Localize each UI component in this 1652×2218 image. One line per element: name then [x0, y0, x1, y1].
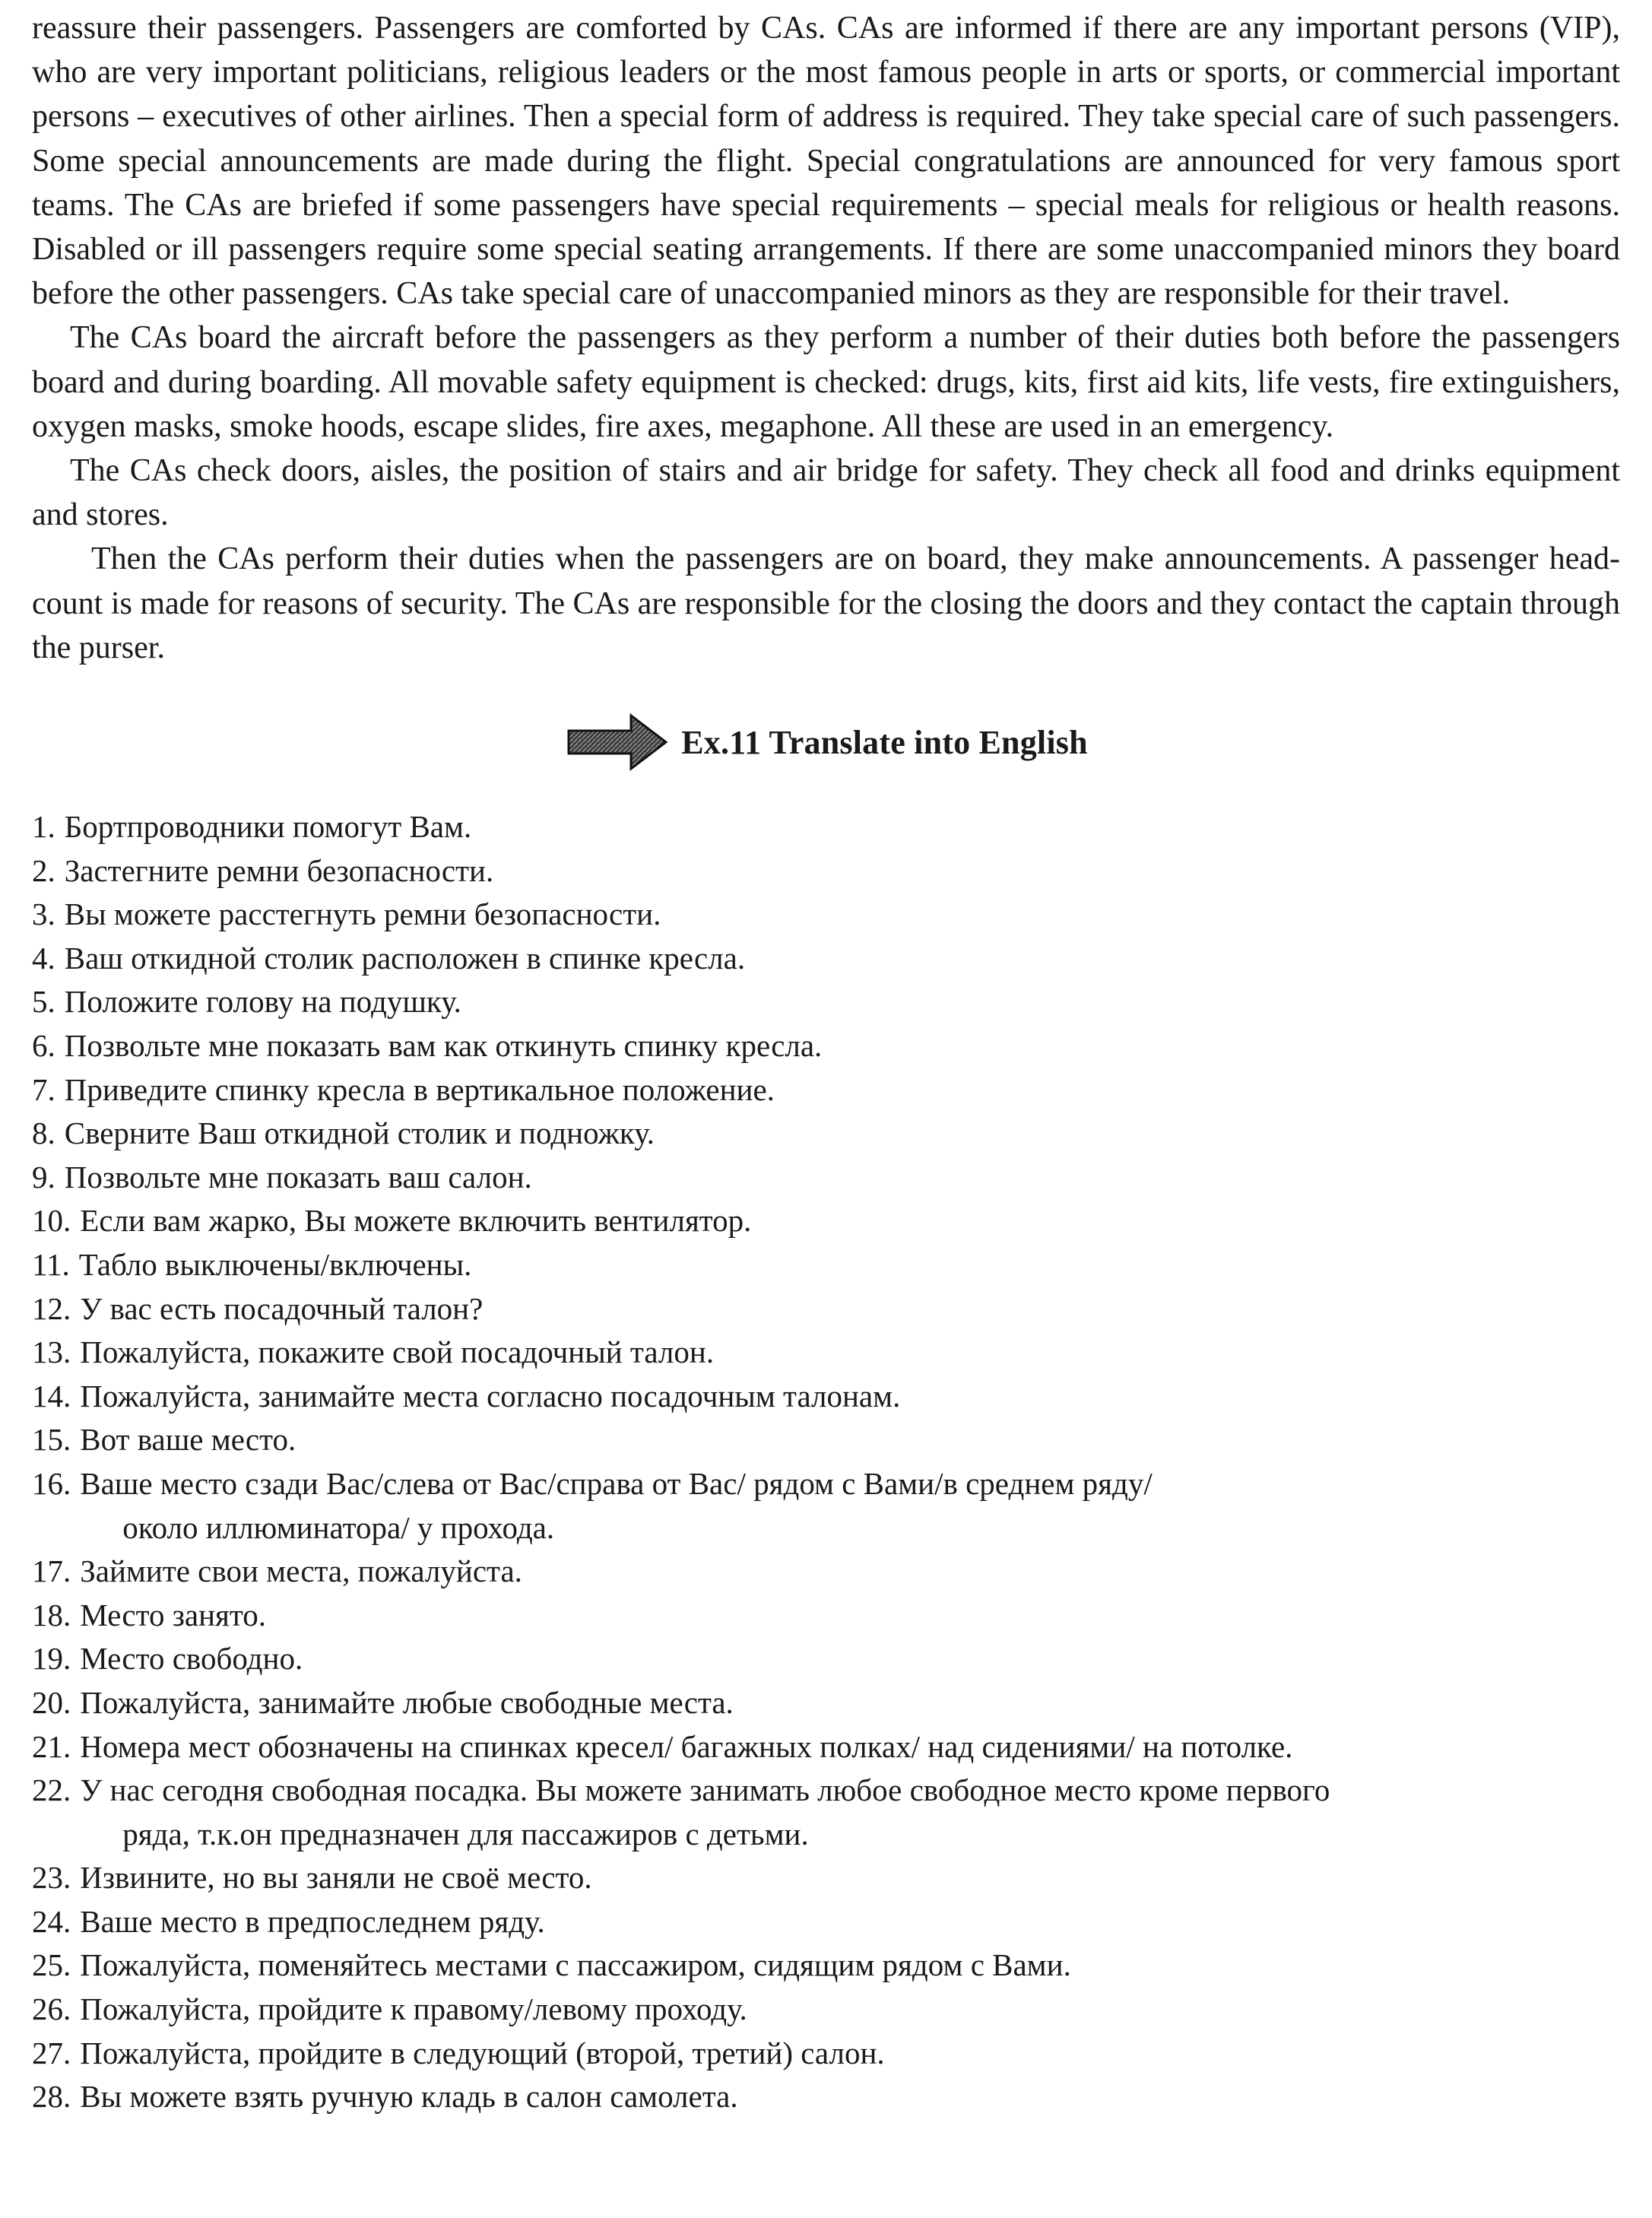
item-number: 5.	[32, 984, 55, 1020]
item-number: 16.	[32, 1465, 71, 1501]
reading-paragraph: Then the CAs perform their duties when the passengers are on board, they make announcements. A passenger head-count is made for reasons of security. The CAs are responsible for the closing the doors and they contact the captain through the purser.	[32, 541, 1620, 665]
item-number: 8.	[32, 1115, 55, 1151]
item-number: 3.	[32, 896, 55, 932]
item-number: 14.	[32, 1378, 71, 1414]
item-text: Сверните Ваш откидной столик и подножку.	[64, 1115, 655, 1151]
list-item	[32, 1156, 1620, 1200]
item-text: Позвольте мне показать ваш салон.	[64, 1159, 532, 1195]
item-number: 15.	[32, 1422, 71, 1458]
item-number: 21.	[32, 1728, 71, 1764]
item-number: 24.	[32, 1903, 71, 1939]
item-number: 1.	[32, 809, 55, 845]
item-number: 23.	[32, 1860, 71, 1896]
list-item	[32, 849, 1620, 893]
item-text: Пожалуйста, занимайте любые свободные места.	[80, 1684, 734, 1720]
list-item	[32, 1199, 1620, 1243]
list-item	[32, 1287, 1620, 1331]
list-item	[32, 937, 1620, 981]
list-item	[32, 1024, 1620, 1068]
reading-text	[32, 6, 1620, 670]
item-text: Если вам жарко, Вы можете включить вентилятор.	[80, 1203, 752, 1239]
list-item	[32, 1375, 1620, 1419]
list-item	[32, 1900, 1620, 1944]
item-text: Вы можете взять ручную кладь в салон самолета.	[80, 2079, 738, 2115]
item-text: Бортпроводники помогут Вам.	[64, 809, 472, 845]
list-item	[32, 1550, 1620, 1594]
item-number: 7.	[32, 1071, 55, 1107]
document-page	[0, 6, 1652, 2218]
item-number: 19.	[32, 1641, 71, 1677]
item-number: 9.	[32, 1159, 55, 1195]
item-text: Приведите спинку кресла в вертикальное положение.	[64, 1071, 775, 1107]
item-number: 11.	[32, 1246, 70, 1282]
exercise-list	[32, 805, 1620, 2119]
item-number: 28.	[32, 2079, 71, 2115]
reading-paragraph: reassure their passengers. Passengers are comforted by CAs. CAs are informed if there are any important persons (VIP), who are very important politicians, religious leaders or the most famous people in arts or sports, or commercial important persons – executives of other airlines. Then a special form of address is required. They take special care of such passengers. Some special announcements are made during the flight. Special congratulations are announced for very famous sport teams. The CAs are briefed if some passengers have special requirements – special meals for religious or health reasons. Disabled or ill passengers require some special seating arrangements. If there are some unaccompanied minors they board before the other passengers. CAs take special care of unaccompanied minors as they are responsible for their travel.	[32, 11, 1620, 312]
list-item	[32, 1988, 1620, 2032]
list-item	[32, 1769, 1620, 1856]
list-item	[32, 893, 1620, 937]
list-item	[32, 1331, 1620, 1375]
item-text: Ваш откидной столик расположен в спинке кресла.	[64, 940, 746, 976]
reading-paragraph: The CAs board the aircraft before the passengers as they perform a number of their duties both before the passengers board and during boarding. All movable safety equipment is checked: drugs, kits, first aid kits, life vests, fire extinguishers, oxygen masks, smoke hoods, escape slides, fire axes, megaphone. All these are used in an emergency.	[32, 320, 1620, 444]
item-text-line: Ваше место сзади Вас/слева от Вас/справа от Вас/ рядом с Вами/в среднем ряду/	[80, 1465, 1153, 1501]
item-text: Положите голову на подушку.	[64, 984, 461, 1020]
item-number: 4.	[32, 940, 55, 976]
arrow-right-icon	[564, 711, 671, 773]
list-item	[32, 1112, 1620, 1156]
exercise-heading	[32, 711, 1620, 773]
item-text: Займите свои места, пожалуйста.	[80, 1553, 522, 1589]
item-text: Пожалуйста, занимайте места согласно посадочным талонам.	[80, 1378, 901, 1414]
item-text	[80, 1462, 1153, 1550]
item-text: Вот ваше место.	[80, 1422, 296, 1458]
item-text	[80, 1769, 1330, 1856]
list-item	[32, 1856, 1620, 1900]
list-item	[32, 980, 1620, 1024]
item-text: Застегните ремни безопасности.	[64, 852, 494, 888]
list-item	[32, 1944, 1620, 1988]
exercise-title: Ex.11 Translate into English	[681, 723, 1088, 761]
list-item	[32, 805, 1620, 849]
item-text: Пожалуйста, покажите свой посадочный талон.	[80, 1334, 715, 1370]
list-item	[32, 1681, 1620, 1725]
item-text-line: У нас сегодня свободная посадка. Вы можете занимать любое свободное место кроме первого	[80, 1772, 1330, 1808]
item-text: Пожалуйста, пройдите в следующий (второй, третий) салон.	[80, 2035, 885, 2070]
item-text: Извините, но вы заняли не своё место.	[80, 1860, 592, 1896]
item-number: 17.	[32, 1553, 71, 1589]
list-item	[32, 1725, 1620, 1769]
list-item	[32, 1462, 1620, 1550]
item-number: 10.	[32, 1203, 71, 1239]
list-item	[32, 1068, 1620, 1112]
item-number: 25.	[32, 1947, 71, 1983]
list-item	[32, 1418, 1620, 1462]
item-text: Номера мест обозначены на спинках кресел/ багажных полках/ над сидениями/ на потолке.	[80, 1728, 1293, 1764]
item-text: Позвольте мне показать вам как откинуть спинку кресла.	[64, 1028, 823, 1064]
item-text-continuation: около иллюминатора/ у прохода.	[122, 1509, 555, 1545]
list-item	[32, 1637, 1620, 1681]
list-item	[32, 1243, 1620, 1287]
item-text: Пожалуйста, пройдите к правому/левому проходу.	[80, 1991, 747, 2027]
item-number: 13.	[32, 1334, 71, 1370]
item-text: Табло выключены/включены.	[78, 1246, 472, 1282]
item-number: 12.	[32, 1290, 71, 1326]
item-number: 6.	[32, 1028, 55, 1064]
list-item	[32, 2032, 1620, 2076]
item-text: Ваше место в предпоследнем ряду.	[80, 1903, 545, 1939]
reading-paragraph: The CAs check doors, aisles, the position of stairs and air bridge for safety. They check all food and drinks equipment and stores.	[32, 453, 1620, 533]
item-text: Вы можете расстегнуть ремни безопасности.	[64, 896, 661, 932]
item-number: 20.	[32, 1684, 71, 1720]
item-number: 26.	[32, 1991, 71, 2027]
item-text-continuation: ряда, т.к.он предназначен для пассажиров с детьми.	[122, 1816, 809, 1852]
item-number: 18.	[32, 1597, 71, 1633]
item-text: Место занято.	[80, 1597, 267, 1633]
item-number: 27.	[32, 2035, 71, 2070]
item-text: Место свободно.	[80, 1641, 303, 1677]
item-text: Пожалуйста, поменяйтесь местами с пассажиром, сидящим рядом с Вами.	[80, 1947, 1071, 1983]
item-text: У вас есть посадочный талон?	[80, 1290, 484, 1326]
list-item	[32, 2075, 1620, 2119]
item-number: 2.	[32, 852, 55, 888]
item-number: 22.	[32, 1772, 71, 1808]
list-item	[32, 1594, 1620, 1638]
